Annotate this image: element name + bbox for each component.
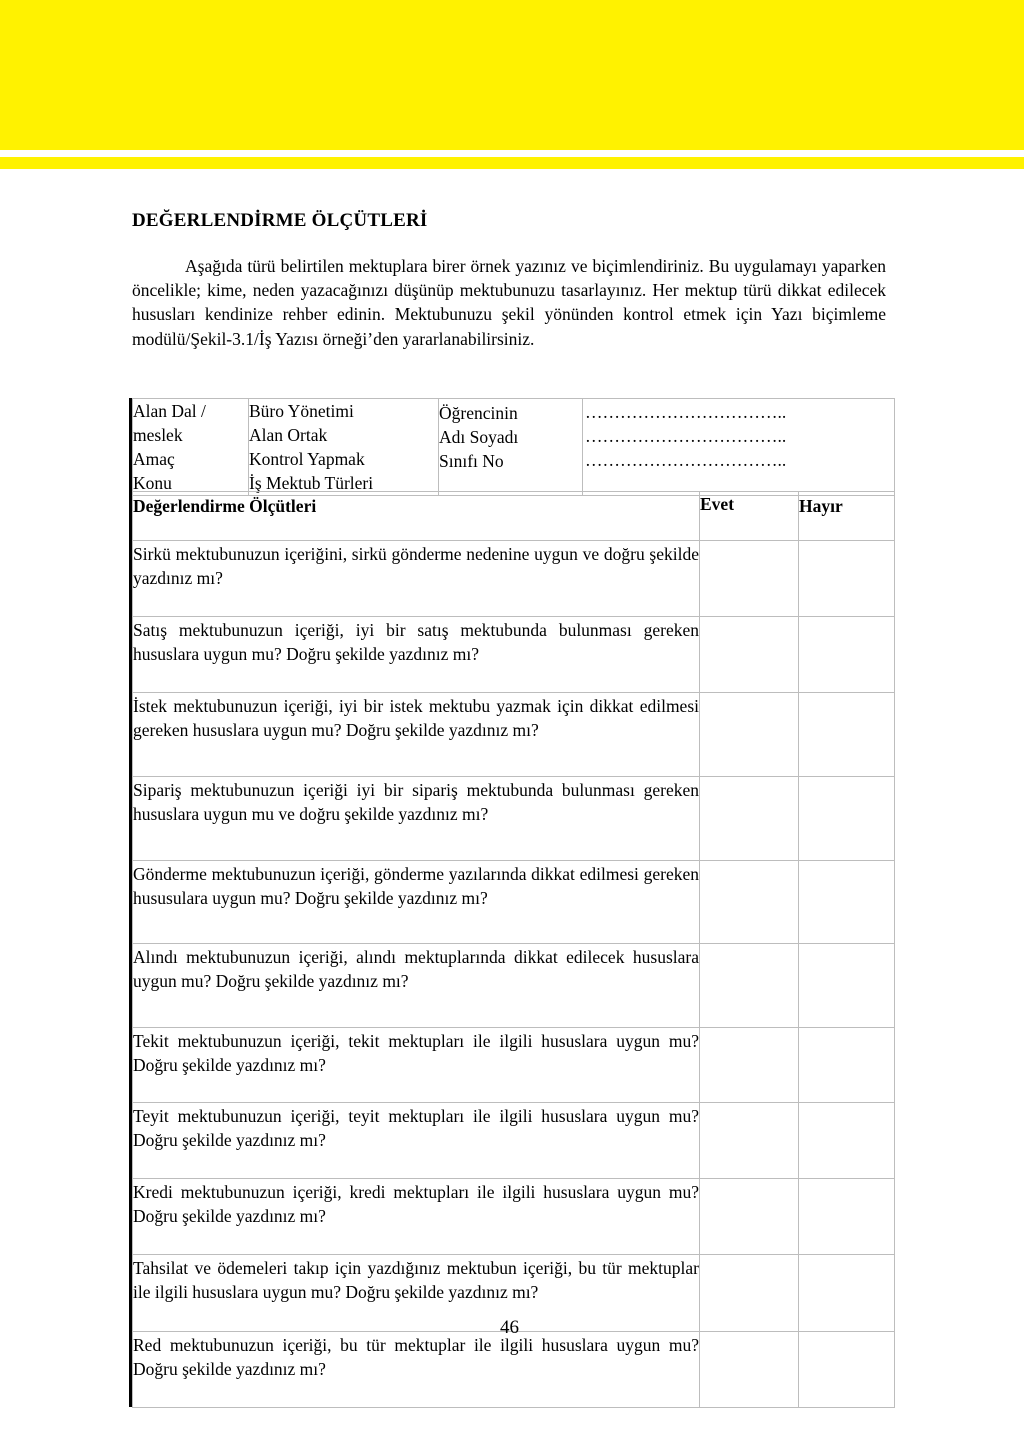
label-meslek: meslek [133,425,183,445]
label-adi-soyadi: Adı Soyadı [439,427,519,447]
table-row [133,1332,895,1408]
value-amac: Kontrol Yapmak [249,449,365,469]
page-title: DEĞERLENDİRME ÖLÇÜTLERİ [132,210,428,231]
yes-cell[interactable] [700,1103,799,1179]
no-cell[interactable] [799,777,895,861]
label-sinifi-no: Sınıfı No [439,451,504,471]
blank-line: …………………………….. [585,426,787,446]
criterion-text: Red mektubunuzun içeriği, bu tür mektuplar ile ilgili hususlara uygun mu? Doğru şekilde yazdınız mı? [133,1332,700,1408]
yes-cell[interactable] [700,777,799,861]
yes-cell[interactable] [700,944,799,1028]
student-blanks-cell [583,399,895,496]
criteria-header: Değerlendirme Ölçütleri [133,492,700,541]
no-cell[interactable] [799,617,895,693]
no-cell[interactable] [799,1332,895,1408]
table-row [133,541,895,617]
yes-cell[interactable] [700,617,799,693]
no-cell[interactable] [799,693,895,777]
yes-header: Evet [700,492,799,541]
value-alan-dal: Büro Yönetimi [249,401,354,421]
criterion-text: Tekit mektubunuzun içeriği, tekit mektupları ile ilgili hususlara uygun mu? Doğru şekilde yazdınız mı? [133,1028,700,1103]
label-alan-dal: Alan Dal / [133,401,206,421]
value-konu: İş Mektub Türleri [249,473,374,493]
criterion-text: Sipariş mektubunuzun içeriği iyi bir sipariş mektubunda bulunması gereken hususlara uygun mu ve doğru şekilde yazdınız mı? [133,777,700,861]
page-number: 46 [500,1317,519,1338]
table-row [133,1028,895,1103]
table-row [133,1179,895,1255]
no-cell[interactable] [799,1103,895,1179]
yes-cell[interactable] [700,1255,799,1332]
info-values-cell [249,399,439,496]
criteria-table [132,491,895,1408]
criterion-text: Sirkü mektubunuzun içeriğini, sirkü gönderme nedenine uygun ve doğru şekilde yazdınız mı? [133,541,700,617]
label-konu: Konu [133,473,172,493]
no-cell[interactable] [799,1255,895,1332]
value-meslek: Alan Ortak [249,425,328,445]
table-row [133,1103,895,1179]
yes-cell[interactable] [700,861,799,944]
table-row [133,861,895,944]
header-gap [0,150,1024,157]
criterion-text: İstek mektubunuzun içeriği, iyi bir istek mektubu yazmak için dikkat edilmesi gereken hususlara uygun mu? Doğru şekilde yazdınız mı? [133,693,700,777]
criterion-text: Tahsilat ve ödemeleri takıp için yazdığınız mektubun içeriği, bu tür mektuplar ile ilgili hususlara uygun mu? Doğru şekilde yazdınız mı? [133,1255,700,1332]
table-row [133,777,895,861]
blank-line: …………………………….. [585,402,787,422]
table-row [133,693,895,777]
no-cell[interactable] [799,861,895,944]
student-labels-cell [439,399,583,496]
header-stripe [0,157,1024,169]
no-cell[interactable] [799,944,895,1028]
label-ogrencinin: Öğrencinin [439,403,518,423]
info-table [132,398,895,496]
yes-cell[interactable] [700,1332,799,1408]
header-band [0,0,1024,150]
criterion-text: Satış mektubunuzun içeriği, iyi bir satış mektubunda bulunması gereken hususlara uygun mu? Doğru şekilde yazdınız mı? [133,617,700,693]
label-amac: Amaç [133,449,175,469]
no-cell[interactable] [799,541,895,617]
table-row [133,617,895,693]
info-labels-cell [133,399,249,496]
yes-cell[interactable] [700,1179,799,1255]
no-header: Hayır [799,492,895,541]
blank-line: …………………………….. [585,450,787,470]
yes-cell[interactable] [700,1028,799,1103]
criterion-text: Gönderme mektubunuzun içeriği, gönderme yazılarında dikkat edilmesi gereken hususulara uygun mu? Doğru şekilde yazdınız mı? [133,861,700,944]
table-row [133,944,895,1028]
criterion-text: Alındı mektubunuzun içeriği, alındı mektuplarında dikkat edilecek hususlara uygun mu? Doğru şekilde yazdınız mı? [133,944,700,1028]
yes-cell[interactable] [700,541,799,617]
no-cell[interactable] [799,1179,895,1255]
intro-paragraph: Aşağıda türü belirtilen mektuplara birer örnek yazınız ve biçimlendiriniz. Bu uygulamayı yaparken öncelikle; kime, neden yazacağınızı düşünüp mektubunuzu tasarlayınız. Her mektup türü dikkat edilecek hususları kendinize rehber edinin. Mektubunuzu şekil yönünden kontrol etmek için Yazı biçimleme modülü/Şekil-3.1/İş Yazısı örneği’den yararlanabilirsiniz. [132,256,886,349]
yes-cell[interactable] [700,693,799,777]
criterion-text: Teyit mektubunuzun içeriği, teyit mektupları ile ilgili hususlara uygun mu? Doğru şekilde yazdınız mı? [133,1103,700,1179]
no-cell[interactable] [799,1028,895,1103]
criterion-text: Kredi mektubunuzun içeriği, kredi mektupları ile ilgili hususlara uygun mu? Doğru şekilde yazdınız mı? [133,1179,700,1255]
